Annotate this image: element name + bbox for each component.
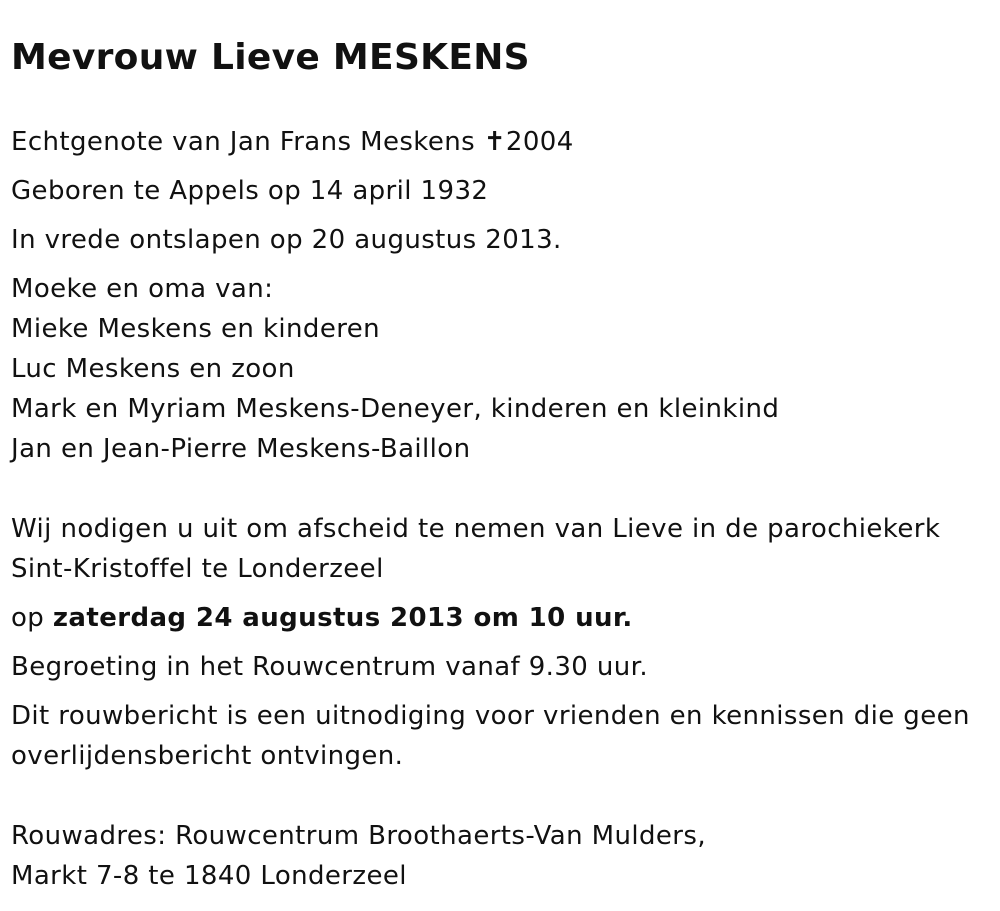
address-block (11, 816, 1000, 896)
ceremony-date-line (11, 598, 1000, 638)
ceremony-date: zaterdag 24 augustus 2013 om 10 uur. (52, 603, 633, 633)
obituary-title: Mevrouw Lieve MESKENS (11, 37, 530, 78)
family-member: Jan en Jean-Pierre Meskens-Baillon (11, 434, 471, 464)
note-line: overlijdensbericht ontvingen. (11, 741, 404, 771)
invitation-line: Sint-Kristoffel te Londerzeel (11, 554, 384, 584)
family-member: Luc Meskens en zoon (11, 354, 295, 384)
family-block (11, 269, 1000, 469)
note-block (11, 696, 1000, 776)
invitation-block (11, 509, 1000, 589)
death-line: In vrede ontslapen op 20 augustus 2013. (11, 225, 562, 255)
birth-line: Geboren te Appels op 14 april 1932 (11, 176, 489, 206)
spouse-line: Echtgenote van Jan Frans Meskens ✝2004 (11, 127, 574, 157)
greeting-line: Begroeting in het Rouwcentrum vanaf 9.30 uur. (11, 652, 649, 682)
family-member: Mark en Myriam Meskens-Deneyer, kinderen en kleinkind (11, 394, 780, 424)
invitation-line: Wij nodigen u uit om afscheid te nemen van Lieve in de parochiekerk (11, 514, 941, 544)
family-member: Mieke Meskens en kinderen (11, 314, 381, 344)
address-line: Markt 7-8 te 1840 Londerzeel (11, 861, 407, 891)
address-line: Rouwadres: Rouwcentrum Broothaerts-Van Mulders, (11, 821, 706, 851)
date-prefix: op (11, 603, 53, 633)
note-line: Dit rouwbericht is een uitnodiging voor vrienden en kennissen die geen (11, 701, 970, 731)
family-intro: Moeke en oma van: (11, 274, 274, 304)
